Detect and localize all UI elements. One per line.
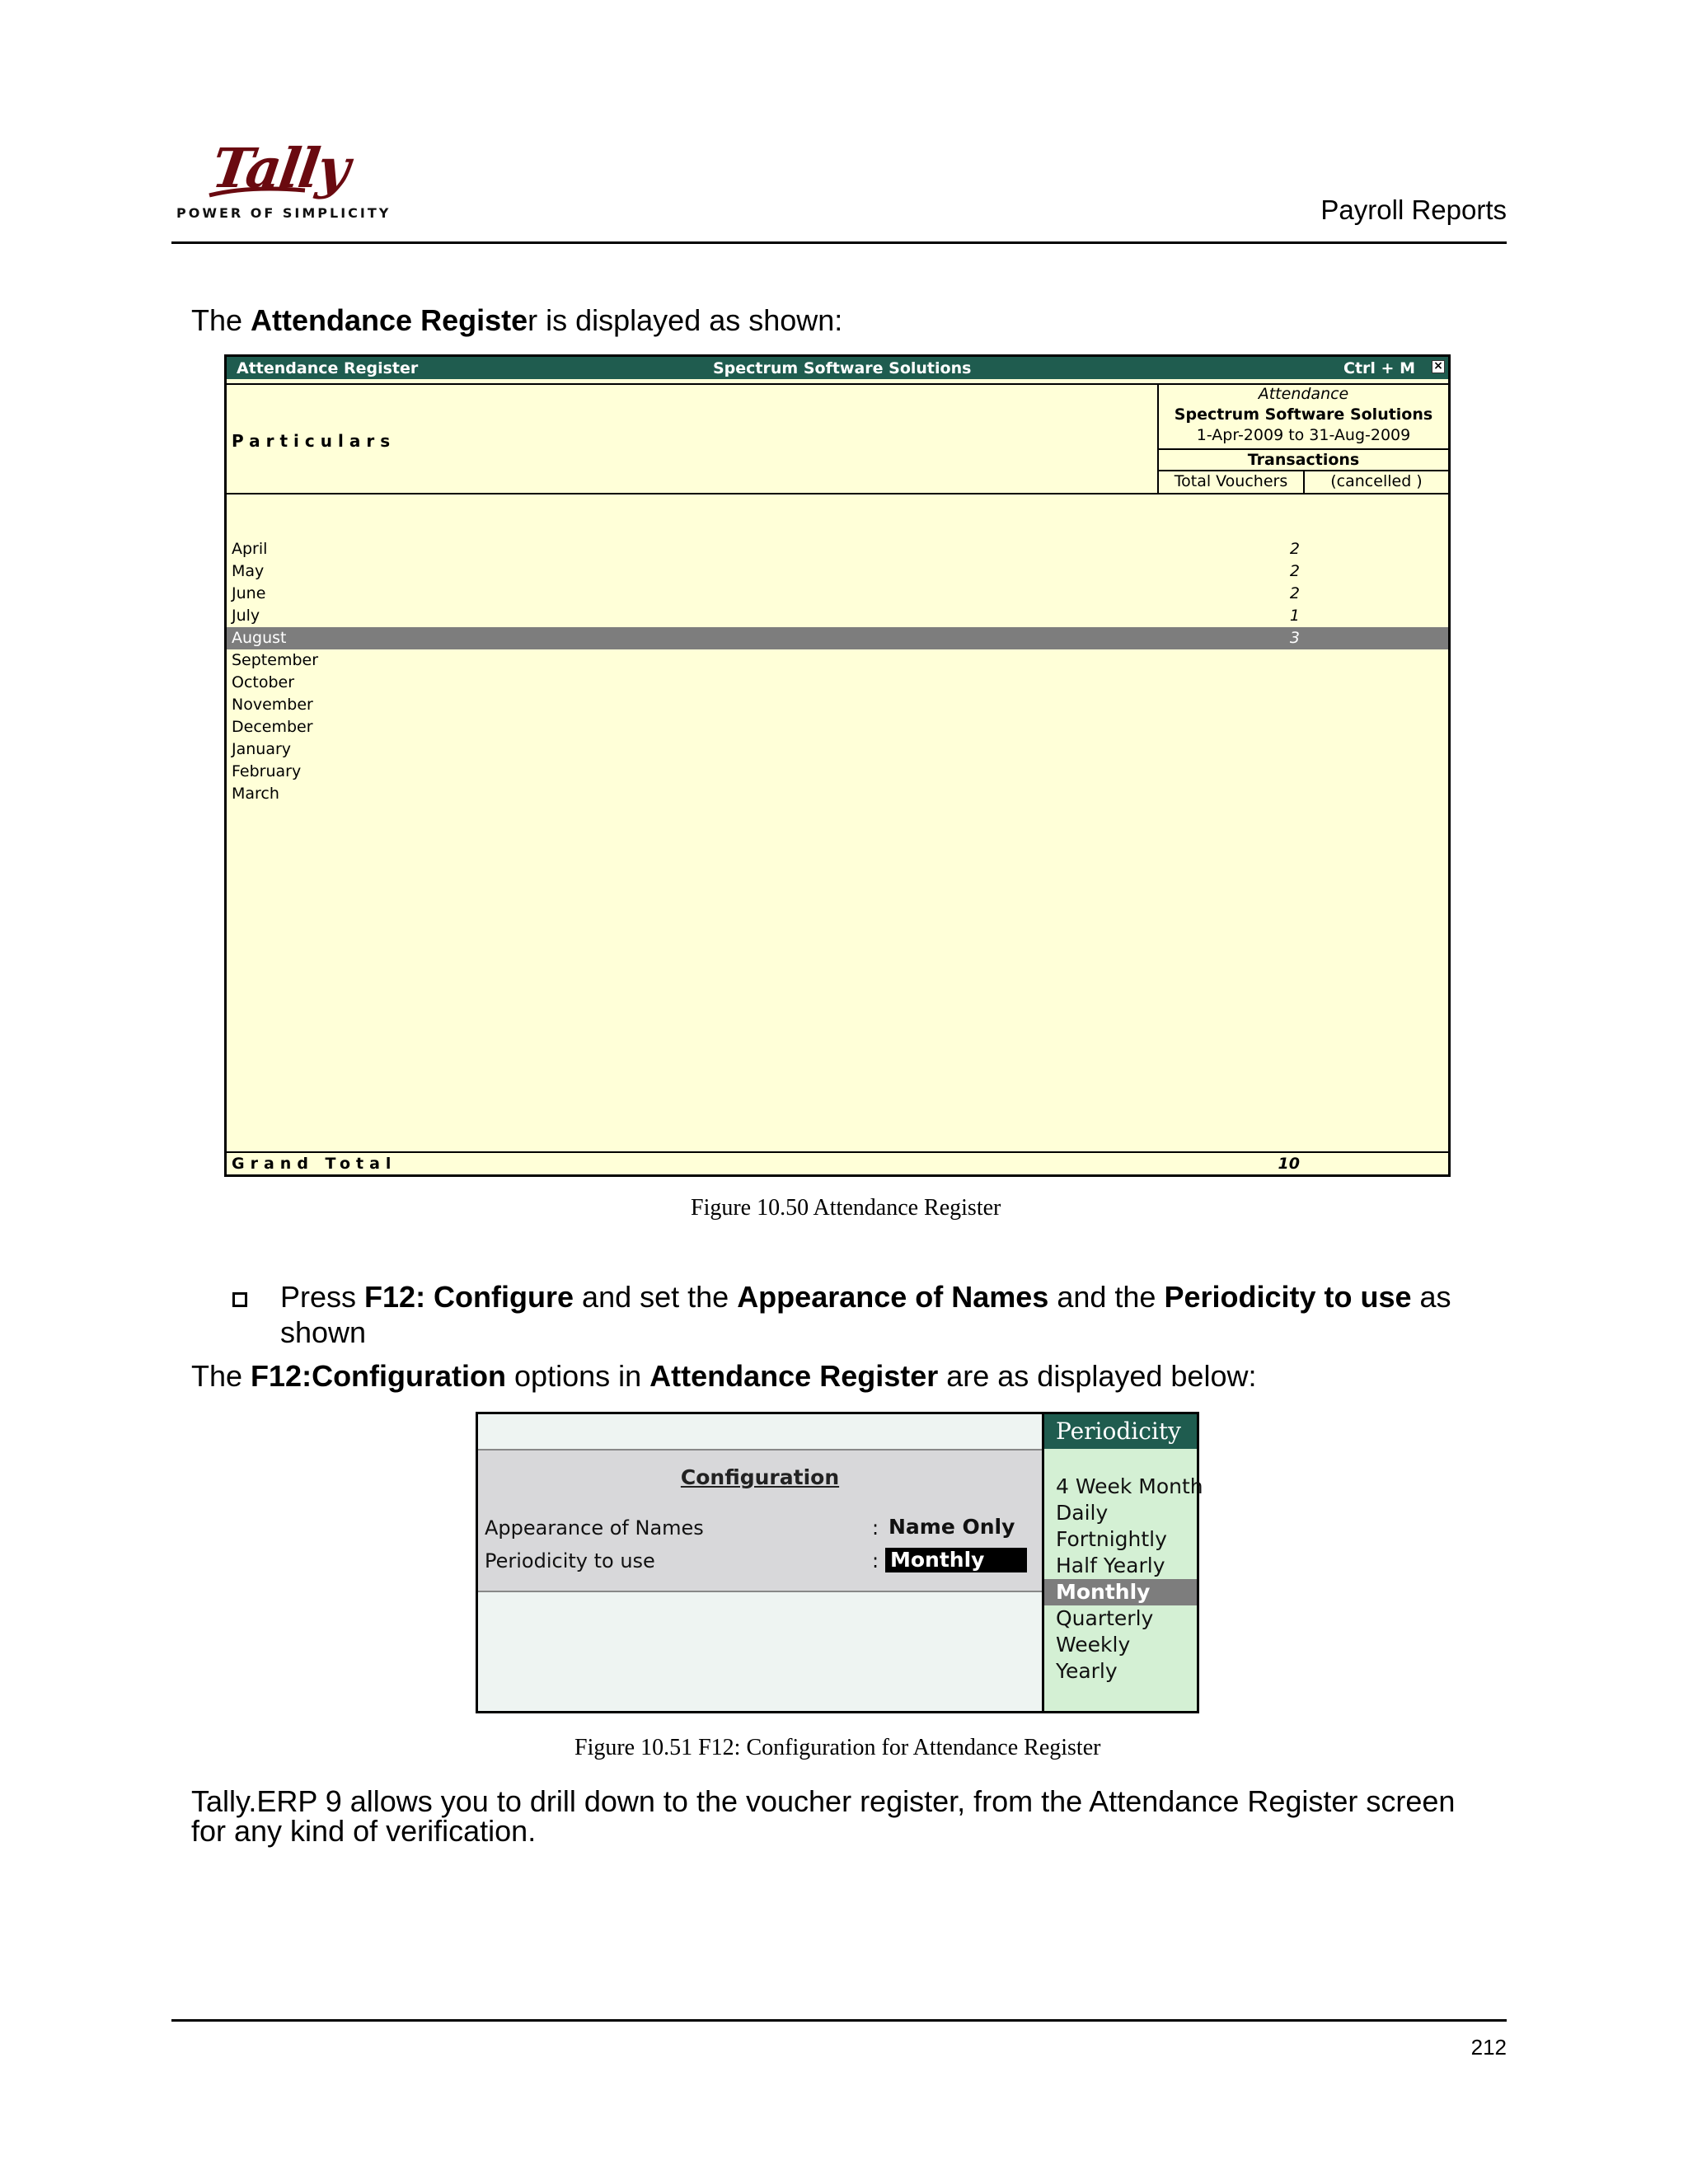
intro-text: The	[191, 303, 251, 337]
voucher-count: 2	[1289, 584, 1300, 602]
list-item[interactable]: Fortnightly	[1056, 1527, 1167, 1551]
table-row[interactable]	[227, 738, 1448, 761]
column-header-report: Attendance	[1258, 385, 1349, 403]
intro-bold-term: Attendance Registe	[251, 303, 528, 337]
total-vouchers-header: Total Vouchers	[1174, 472, 1288, 490]
configuration-window	[476, 1412, 1203, 1713]
list-item-selected[interactable]: Monthly	[1044, 1579, 1197, 1605]
header-divider	[171, 241, 1507, 244]
field-colon: :	[872, 1516, 879, 1540]
periodicity-list-panel	[1044, 1414, 1203, 1711]
config-intro-bold: F12:Configuration	[251, 1359, 507, 1393]
bullet-text: and set the	[574, 1280, 738, 1314]
attendance-register-window	[224, 354, 1451, 1177]
month-label: August	[232, 629, 287, 647]
window-title: Attendance Register	[237, 359, 419, 377]
intro-paragraph	[191, 303, 842, 338]
bullet-paragraph	[280, 1280, 1451, 1315]
table-row[interactable]	[227, 672, 1448, 694]
attendance-register-titlebar	[227, 357, 1448, 379]
month-label: September	[232, 651, 319, 669]
logo-swoosh-icon	[208, 184, 307, 200]
month-label: December	[232, 718, 313, 736]
voucher-count: 3	[1289, 629, 1300, 647]
month-label: May	[232, 562, 265, 580]
field-colon: :	[872, 1549, 879, 1572]
table-row[interactable]	[227, 716, 1448, 738]
list-item[interactable]: Daily	[1056, 1501, 1109, 1525]
appearance-of-names-label: Appearance of Names	[485, 1516, 704, 1540]
logo-script-text: Tally	[208, 136, 353, 200]
month-label: February	[232, 762, 302, 780]
section-title: Payroll Reports	[1320, 194, 1507, 225]
voucher-count: 2	[1289, 540, 1300, 558]
company-name: Spectrum Software Solutions	[713, 359, 972, 377]
header-rule	[1159, 448, 1448, 450]
bullet-text: Press	[280, 1280, 365, 1314]
bullet-text: as	[1411, 1280, 1451, 1314]
appearance-of-names-field[interactable]: Name Only	[889, 1515, 1015, 1539]
table-row[interactable]	[227, 538, 1448, 560]
page-number: 212	[1470, 2035, 1507, 2060]
list-item[interactable]: Quarterly	[1056, 1606, 1154, 1630]
bullet-square-icon	[232, 1292, 247, 1307]
footer-divider	[171, 2019, 1507, 2022]
table-row[interactable]	[227, 605, 1448, 627]
shortcut-label: Ctrl + M	[1343, 359, 1415, 377]
list-item[interactable]: 4 Week Month	[1056, 1474, 1203, 1498]
bullet-paragraph-continued: shown	[280, 1315, 367, 1349]
config-top-band	[478, 1414, 1042, 1449]
table-row-selected[interactable]	[227, 627, 1448, 649]
tally-logo	[175, 136, 392, 227]
periodicity-label: Periodicity to use	[485, 1549, 655, 1572]
month-label: April	[232, 540, 268, 558]
header-rule	[227, 493, 1448, 494]
table-row[interactable]	[227, 583, 1448, 605]
month-label: November	[232, 696, 313, 714]
month-label: July	[232, 607, 260, 625]
closing-paragraph-line: for any kind of verification.	[191, 1814, 537, 1848]
figure-caption: Figure 10.50 Attendance Register	[691, 1195, 1001, 1221]
table-row[interactable]	[227, 560, 1448, 583]
list-item[interactable]: Weekly	[1056, 1633, 1131, 1657]
table-row[interactable]	[227, 761, 1448, 783]
voucher-count: 2	[1289, 562, 1300, 580]
grand-total-label: Grand Total	[232, 1155, 397, 1173]
config-rule	[478, 1591, 1042, 1592]
voucher-count: 1	[1289, 607, 1300, 625]
figure-caption: Figure 10.51 F12: Configuration for Attendance Register	[574, 1735, 1101, 1760]
list-item[interactable]: Half Yearly	[1056, 1554, 1165, 1577]
closing-paragraph-line: Tally.ERP 9 allows you to drill down to the voucher register, from the Attendance Register screen	[191, 1784, 1456, 1818]
bullet-bold-term: F12: Configure	[364, 1280, 574, 1314]
cancelled-header: (cancelled )	[1330, 472, 1423, 490]
grand-total-value: 10	[1278, 1155, 1300, 1173]
table-row[interactable]	[227, 694, 1448, 716]
bullet-bold-term: Appearance of Names	[737, 1280, 1049, 1314]
config-title: Configuration	[680, 1465, 840, 1489]
table-row[interactable]	[227, 649, 1448, 672]
table-row[interactable]	[227, 783, 1448, 805]
particulars-header: Particulars	[232, 431, 396, 451]
list-item[interactable]: Yearly	[1056, 1659, 1118, 1683]
periodicity-field[interactable]: Monthly	[885, 1548, 1027, 1572]
bullet-bold-term: Periodicity to use	[1164, 1280, 1412, 1314]
close-icon[interactable]: ×	[1432, 360, 1445, 373]
config-intro-paragraph	[191, 1359, 1256, 1394]
bullet-text: and the	[1048, 1280, 1165, 1314]
month-label: March	[232, 785, 279, 803]
month-label: January	[232, 740, 292, 758]
month-list	[227, 538, 1448, 805]
config-intro-bold: Attendance Register	[649, 1359, 939, 1393]
logo-tagline: POWER OF SIMPLICITY	[176, 205, 392, 221]
config-intro-text: are as displayed below:	[938, 1359, 1257, 1393]
column-header-period: 1-Apr-2009 to 31-Aug-2009	[1196, 426, 1411, 444]
intro-text-end: r is displayed as shown:	[528, 303, 843, 337]
periodicity-list-title: Periodicity	[1044, 1414, 1197, 1449]
transactions-header: Transactions	[1247, 451, 1360, 469]
month-label: June	[232, 584, 266, 602]
config-intro-text: The	[191, 1359, 251, 1393]
config-intro-text: options in	[506, 1359, 650, 1393]
footer-rule	[227, 1151, 1448, 1153]
month-label: October	[232, 673, 295, 691]
column-header-company: Spectrum Software Solutions	[1174, 405, 1433, 424]
periodicity-list	[1044, 1474, 1203, 1685]
